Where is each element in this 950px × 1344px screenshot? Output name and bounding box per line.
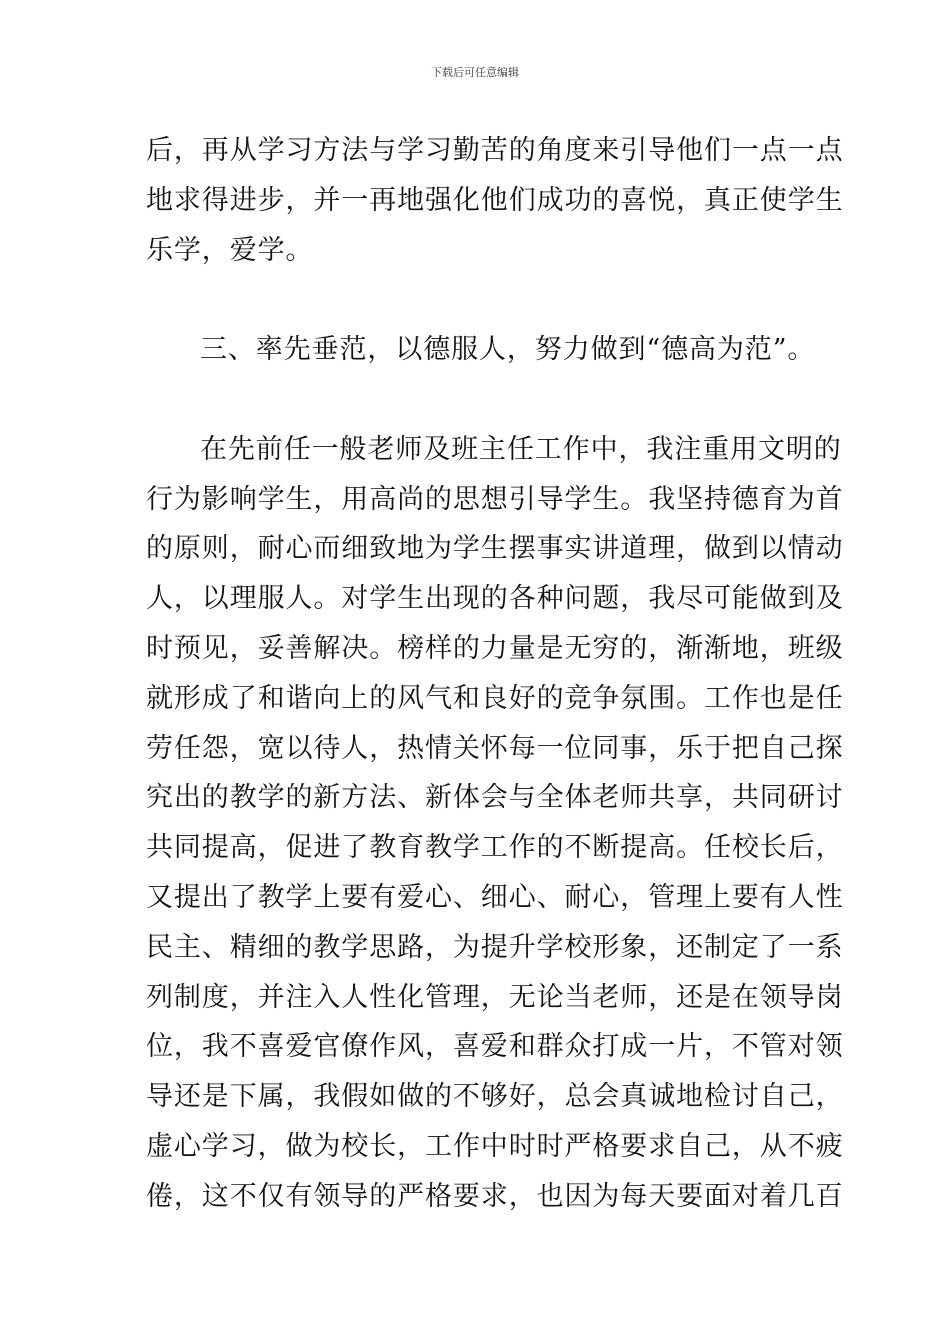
page-header: 下载后可任意编辑 <box>431 66 519 79</box>
paragraph-spacer <box>146 275 806 325</box>
text-line: 就形成了和谐向上的风气和良好的竞争氛围。工作也是任 <box>146 682 844 714</box>
text-line: 后，再从学习方法与学习勤苦的角度来引导他们一点一点 <box>146 135 844 166</box>
text-line: 乐学，爱学。 <box>146 234 314 266</box>
text-line: 导还是下属，我假如做的不够好，总会真诚地检讨自己， <box>146 1081 844 1113</box>
text-line: 行为影响学生，用高尚的思想引导学生。我坚持德育为首 <box>146 483 844 515</box>
text-line: 的原则，耐心而细致地为学生摆事实讲道理，做到以情动 <box>146 533 844 565</box>
text-line: 劳任怨，宽以待人，热情关怀每一位同事，乐于把自己探 <box>146 732 844 764</box>
text-line: 时预见，妥善解决。榜样的力量是无穷的，渐渐地，班级 <box>146 632 844 664</box>
text-line: 民主、精细的教学思路，为提升学校形象，还制定了一系 <box>146 931 844 963</box>
text-line: 列制度，并注入人性化管理，无论当老师，还是在领导岗 <box>146 981 844 1013</box>
section-heading: 三、率先垂范，以德服人，努力做到“德高为范”。 <box>200 334 816 366</box>
text-line: 在先前任一般老师及班主任工作中，我注重用文明的 <box>200 433 842 465</box>
text-line: 地求得进步，并一再地强化他们成功的喜悦，真正使学生 <box>146 184 844 216</box>
text-line: 究出的教学的新方法、新体会与全体老师共享，共同研讨 <box>146 782 844 814</box>
text-line: 倦，这不仅有领导的严格要求，也因为每天要面对着几百 <box>146 1180 844 1212</box>
text-line: 位，我不喜爱官僚作风，喜爱和群众打成一片，不管对领 <box>146 1031 844 1063</box>
text-line: 共同提高，促进了教育教学工作的不断提高。任校长后， <box>146 832 844 864</box>
paragraph-continuation <box>146 126 844 275</box>
paragraph-spacer <box>146 375 806 425</box>
text-line: 虚心学习，做为校长，工作中时时严格要求自己，从不疲 <box>146 1130 844 1162</box>
text-line: 又提出了教学上要有爱心、细心、耐心，管理上要有人性 <box>146 881 844 913</box>
document-body <box>146 126 844 1222</box>
text-line: 人，以理服人。对学生出现的各种问题，我尽可能做到及 <box>146 583 844 615</box>
paragraph-body <box>146 425 844 1222</box>
